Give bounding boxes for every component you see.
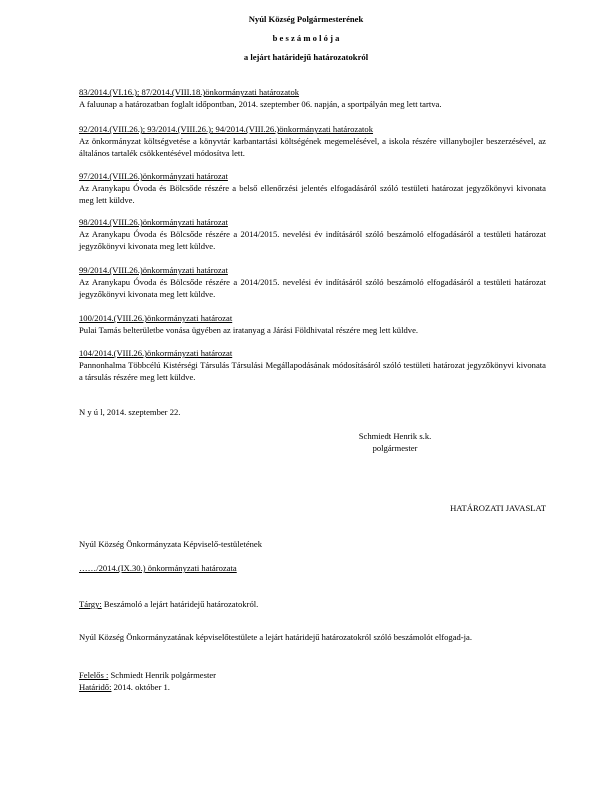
resolution-text: Az Aranykapu Óvoda és Bölcsőde részére a belső ellenőrzési jelentés elfogadásáról szóló testületi határozat jegyzőkönyvi kivonata meg lett küldve.	[79, 183, 546, 205]
subject-label: Tárgy:	[79, 599, 102, 609]
header-subtitle: b e s z á m o l ó j a	[272, 33, 340, 43]
resolution-title: 98/2014.(VIII.26.)önkormányzati határozat	[79, 217, 228, 227]
proposal-deadline	[79, 681, 170, 693]
resolution-text: A faluunap a határozatban foglalt időpontban, 2014. szeptember 06. napján, a sportpályán meg lett tartva.	[79, 99, 442, 109]
responsible-text: Schmiedt Henrik polgármester	[108, 670, 217, 680]
proposal-heading: HATÁROZATI JAVASLAT	[450, 503, 546, 513]
section-resolution	[79, 86, 546, 110]
resolution-title: 83/2014.(VI.16.); 87/2014.(VIII.18.)önkormányzati határozatok	[79, 87, 300, 97]
signature-block	[330, 430, 460, 454]
deadline-label: Határidő:	[79, 682, 112, 692]
resolution-text: Pulai Tamás belterületbe vonása ügyében az iratanyag a Járási Földhivatal részére meg lett küldve.	[79, 325, 419, 335]
resolution-title: 92/2014.(VIII.26.); 93/2014.(VIII.26.); 94/2014.(VIII.26.)önkormányzati határozatok	[79, 124, 374, 134]
resolution-text: Az Aranykapu Óvoda és Bölcsőde részére a 2014/2015. nevelési év indításáról szóló beszámoló elfogadásáról a testületi határozat jegyzőkönyvi kivonata meg lett küldve.	[79, 229, 546, 251]
resolution-text: Az Aranykapu Óvoda és Bölcsőde részére a 2014/2015. nevelési év indításáról szóló beszámoló elfogadásáról a testületi határozat jegyzőkönyvi kivonata meg lett küldve.	[79, 277, 546, 299]
resolution-title: 100/2014.(VIII.26.)önkormányzati határozat	[79, 313, 233, 323]
resolution-title: 97/2014.(VIII.26.)önkormányzati határozat	[79, 171, 228, 181]
header-title: Nyúl Község Polgármesterének	[248, 14, 364, 24]
responsible-label: Felelős :	[79, 670, 109, 680]
section-resolution	[79, 123, 546, 159]
proposal-number-line: ……/2014.(IX.30.) önkormányzati határozata	[79, 563, 237, 573]
proposal-decision-text: Nyúl Község Önkormányzatának képviselőtestülete a lejárt határidejű határozatokról szóló beszámolót elfogad-ja.	[79, 632, 473, 642]
section-resolution	[79, 264, 546, 300]
section-resolution	[79, 216, 546, 252]
proposal-responsible	[79, 669, 216, 681]
section-resolution	[79, 312, 546, 336]
resolution-text: Az önkormányzat költségvetése a könyvtár karbantartási költségének megemelésével, a iskola részére villanybojler beszerzésével, az általános tartalék csökkentésével módosítva lett.	[79, 136, 546, 158]
signature-name: Schmiedt Henrik s.k.	[358, 431, 432, 441]
deadline-text: 2014. október 1.	[111, 682, 170, 692]
header-topic: a lejárt határidejű határozatokról	[243, 52, 369, 62]
proposal-body-name: Nyúl Község Önkormányzata Képviselő-testületének	[79, 539, 263, 549]
signature-role: polgármester	[372, 443, 418, 453]
date-line: N y ú l, 2014. szeptember 22.	[79, 407, 181, 417]
resolution-title: 104/2014.(VIII.26.)önkormányzati határozat	[79, 348, 233, 358]
resolution-text: Pannonhalma Többcélú Kistérségi Társulás Társulási Megállapodásának módosításáról szóló testületi határozat jegyzőkönyvi kivonata a társulás részére meg lett küldve.	[79, 360, 546, 382]
subject-text: Beszámoló a lejárt határidejű határozatokról.	[101, 599, 259, 609]
resolution-title: 99/2014.(VIII.26.)önkormányzati határozat	[79, 265, 228, 275]
section-resolution	[79, 347, 546, 383]
section-resolution	[79, 170, 546, 206]
proposal-subject	[79, 598, 258, 610]
